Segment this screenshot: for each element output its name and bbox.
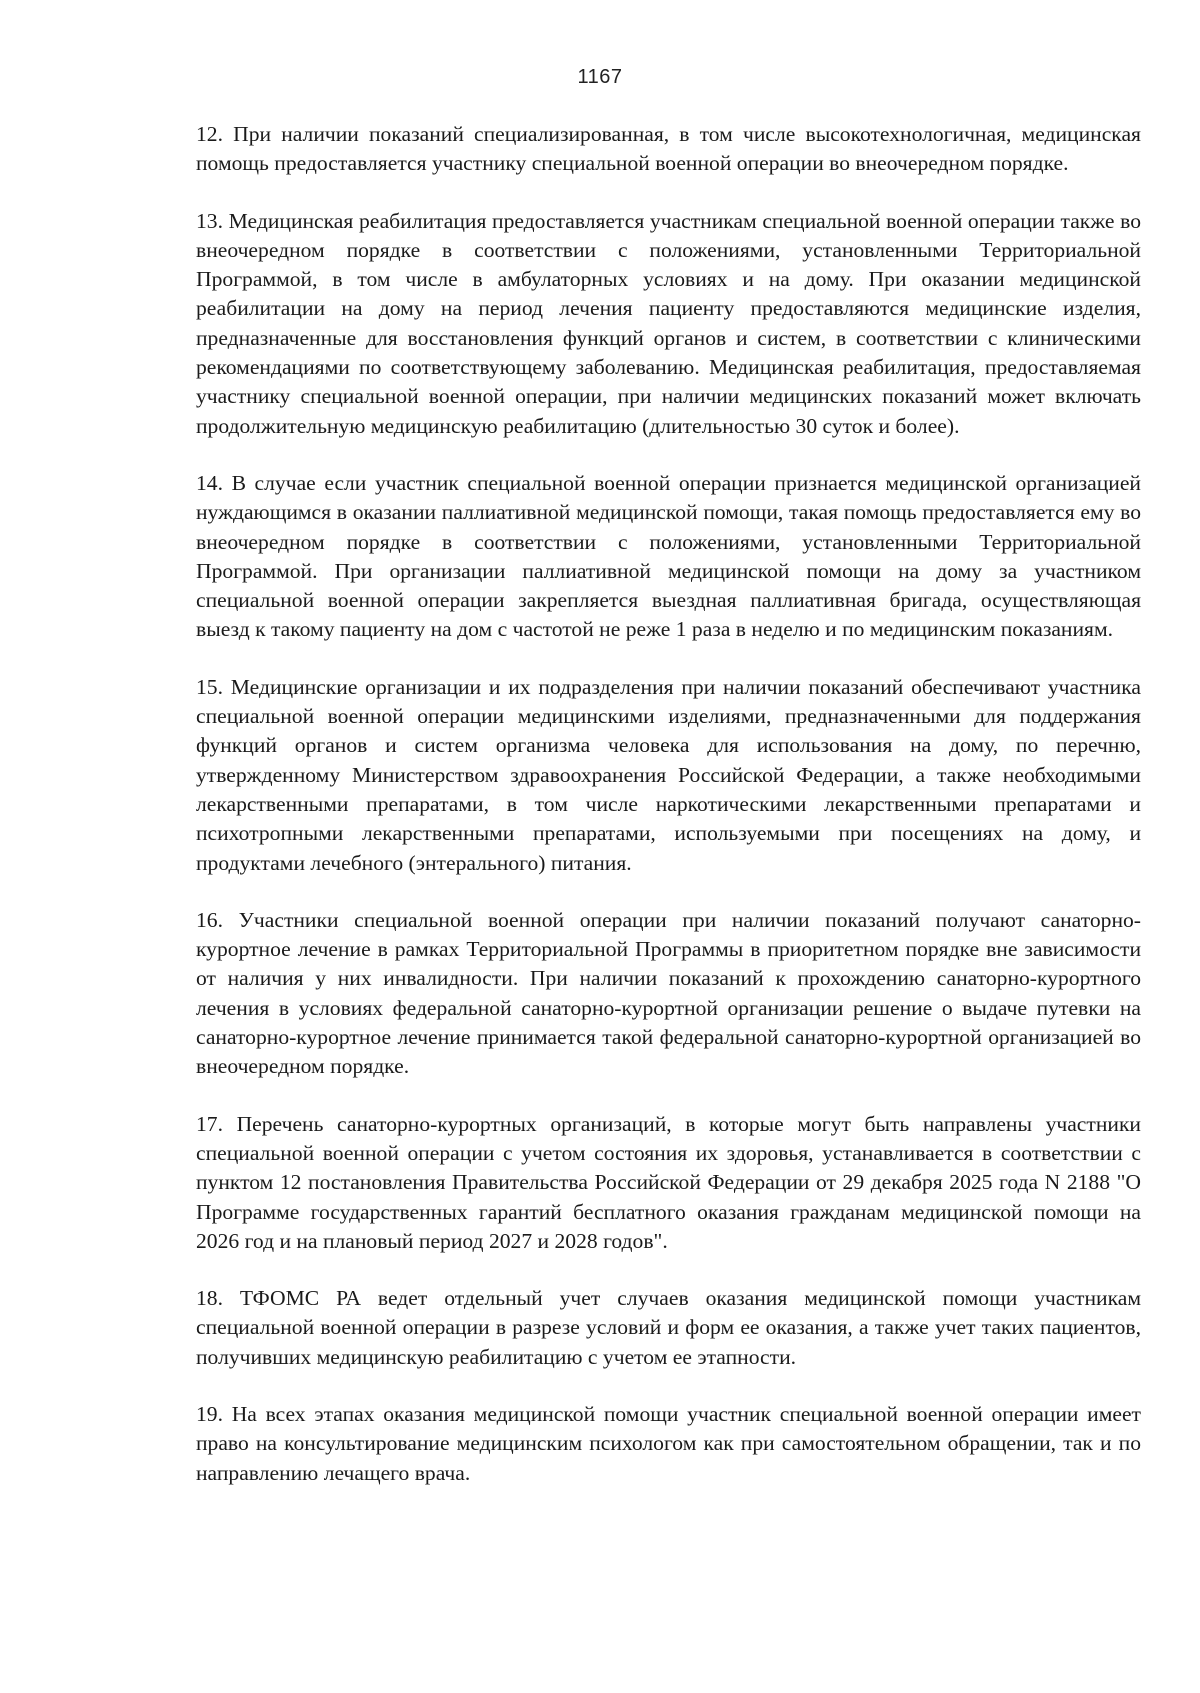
paragraph-12: 12. При наличии показаний специализированная, в том числе высокотехнологичная, медицинская помощь предоставляется участнику специальной военной операции во внеочередном порядке. [196, 122, 1141, 176]
paragraph-19: 19. На всех этапах оказания медицинской помощи участник специальной военной операции имеет право на консультирование медицинским психологом как при самостоятельном обращении, так и по направлению лечащего врача. [196, 1401, 1141, 1485]
paragraph-13: 13. Медицинская реабилитация предоставляется участникам специальной военной операции также во внеочередном порядке в соответствии с положениями, установленными Территориальной Программой, в том числе в амбулаторных условиях и на дому. При оказании медицинской реабилитации на дому на период лечения пациенту предоставляются медицинские изделия, предназначенные для восстановления функций органов и систем, в соответствии с клиническими рекомендациями по соответствующему заболеванию. Медицинская реабилитация, предоставляемая участнику специальной военной операции, при наличии медицинских показаний может включать продолжительную медицинскую реабилитацию (длительностью 30 суток и более). [196, 208, 1141, 438]
document-body [196, 120, 1141, 1516]
paragraph-17: 17. Перечень санаторно-курортных организаций, в которые могут быть направлены участники специальной военной операции с учетом состояния их здоровья, устанавливается в соответствии с пунктом 12 постановления Правительства Российской Федерации от 29 декабря 2025 года N 2188 "О Программе государственных гарантий бесплатного оказания гражданам медицинской помощи на 2026 год и на плановый период 2027 и 2028 годов". [196, 1111, 1141, 1253]
paragraph-16: 16. Участники специальной военной операции при наличии показаний получают санаторно-курортное лечение в рамках Территориальной Программы в приоритетном порядке вне зависимости от наличия у них инвалидности. При наличии показаний к прохождению санаторно-курортного лечения в условиях федеральной санаторно-курортной организации решение о выдаче путевки на санаторно-курортное лечение принимается такой федеральной санаторно-курортной организацией во внеочередном порядке. [196, 907, 1141, 1079]
paragraph-18: 18. ТФОМС РА ведет отдельный учет случаев оказания медицинской помощи участникам специальной военной операции в разрезе условий и форм ее оказания, а также учет таких пациентов, получивших медицинскую реабилитацию с учетом ее этапности. [196, 1286, 1141, 1369]
page-number: 1167 [577, 66, 623, 88]
paragraph-15: 15. Медицинские организации и их подразделения при наличии показаний обеспечивают участника специальной военной операции медицинскими изделиями, предназначенными для поддержания функций органов и систем организма человека для использования на дому, по перечню, утвержденному Министерством здравоохранения Российской Федерации, а также необходимыми лекарственными препаратами, в том числе наркотическими лекарственными препаратами и психотропными лекарственными препаратами, используемыми при посещениях на дому, и продуктами лечебного (энтерального) питания. [196, 674, 1141, 875]
paragraph-14: 14. В случае если участник специальной военной операции признается медицинской организацией нуждающимся в оказании паллиативной медицинской помощи, такая помощь предоставляется ему во внеочередном порядке в соответствии с положениями, установленными Территориальной Программой. При организации паллиативной медицинской помощи на дому за участником специальной военной операции закрепляется выездная паллиативная бригада, осуществляющая выезд к такому пациенту на дом с частотой не реже 1 раза в неделю и по медицинским показаниям. [196, 470, 1141, 642]
